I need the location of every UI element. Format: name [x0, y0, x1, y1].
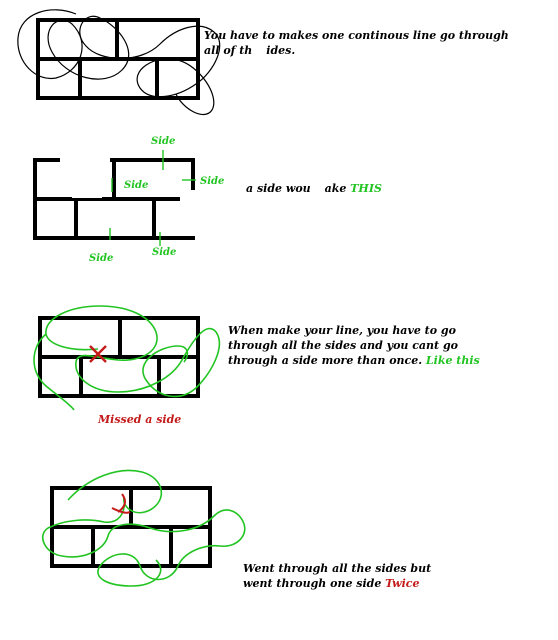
panel-3-caption: Missed a side	[98, 413, 182, 426]
panel-4-line-2: went through one side	[243, 577, 382, 590]
side-label-bottom-left: Side	[89, 253, 114, 264]
panel-1-text-line-2a: all of th	[204, 44, 253, 57]
panel-4-highlight: Twice	[385, 577, 420, 590]
side-label-right: Side	[200, 176, 225, 187]
panel-2-text-b: ake	[324, 182, 347, 195]
panel-2-erased-patches	[60, 154, 210, 236]
side-label-bottom-right: Side	[152, 247, 177, 258]
panel-3-brick-grid	[40, 318, 198, 396]
side-label-middle-left: Side	[124, 180, 149, 191]
panel-2-instruction	[246, 181, 382, 196]
panel-3-line-3: through a side more than once.	[228, 354, 423, 367]
panel-2-highlight: THIS	[350, 182, 382, 195]
panel-3-x-mark	[90, 346, 106, 362]
side-label-top: Side	[151, 136, 176, 147]
panel-1-text-line-2b: ides.	[266, 44, 296, 57]
panel-4-brick-grid	[52, 488, 210, 566]
panel-3-line-2: through all the sides and you cant go	[228, 339, 458, 352]
panel-3-highlight: Like this	[425, 354, 480, 367]
panel-2-text-a: a side wou	[246, 182, 311, 195]
panel-1-text-line-1: You have to makes one continous line go through	[204, 29, 509, 42]
panel-3-instruction	[228, 323, 480, 368]
panel-1-instruction	[204, 28, 509, 58]
panel-3-line-1: When make your line, you have to go	[228, 324, 456, 337]
panel-4-twice-mark	[112, 494, 130, 513]
panel-2-brick-grid	[35, 160, 193, 238]
panel-4-instruction	[243, 561, 431, 591]
panel-4-line-1: Went through all the sides but	[243, 562, 432, 575]
